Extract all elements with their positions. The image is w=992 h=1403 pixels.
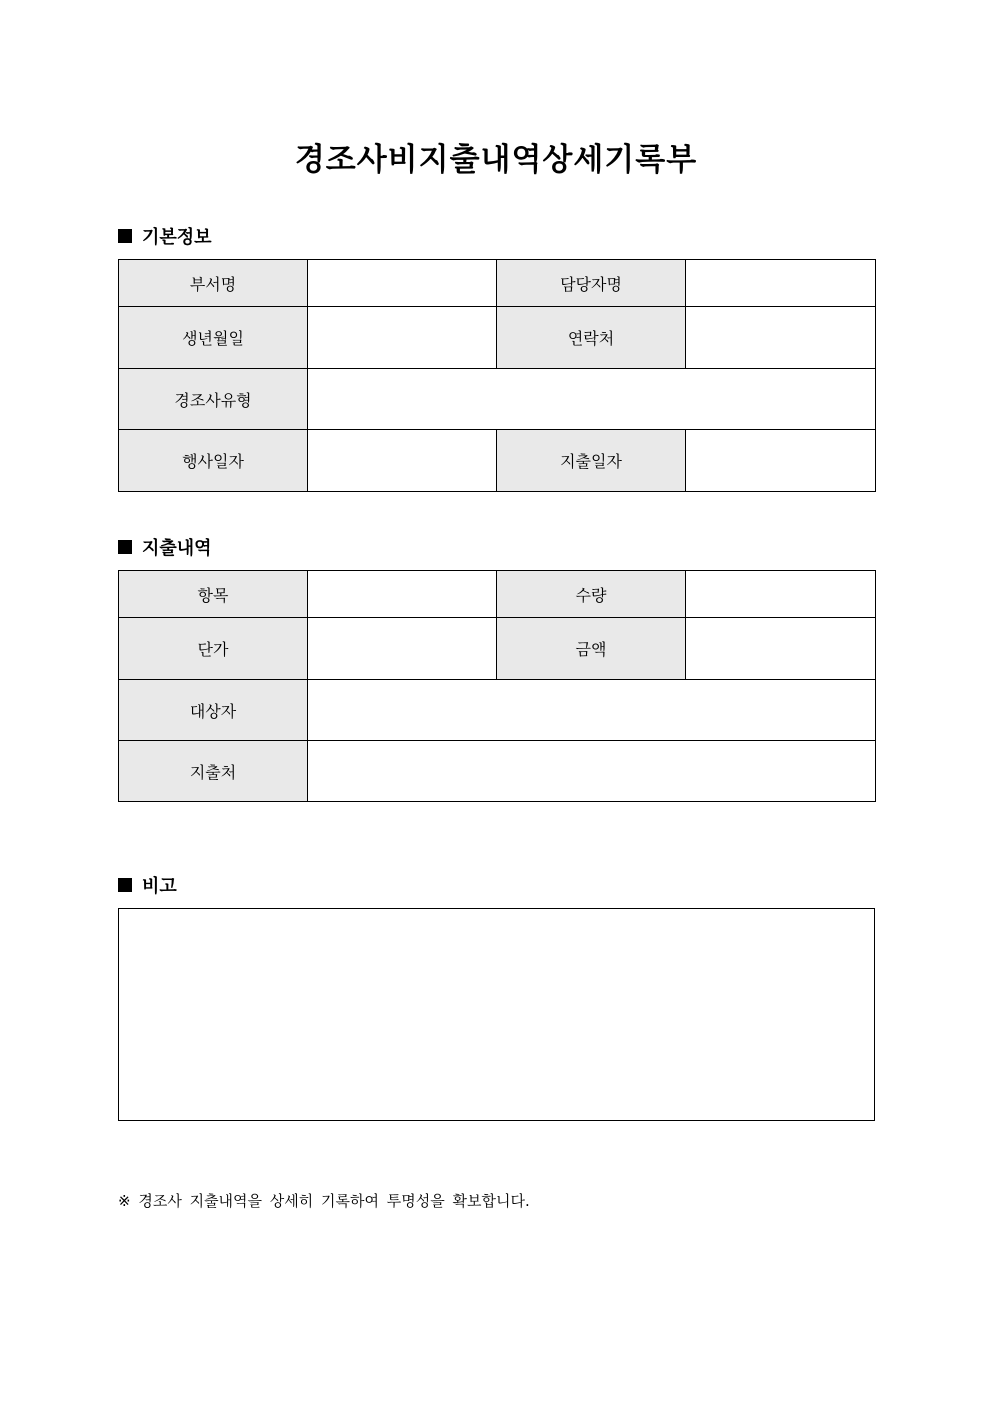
section-heading-label: 기본정보 (142, 227, 212, 248)
square-bullet-icon (118, 878, 132, 892)
basic-info-table (118, 259, 876, 492)
section-heading-label: 지출내역 (142, 538, 212, 559)
unit-price-field[interactable] (308, 618, 497, 680)
unit-price-label: 단가 (119, 618, 308, 680)
footnote: ※ 경조사 지출내역을 상세히 기록하여 투명성을 확보합니다. (118, 1192, 530, 1210)
recipient-field[interactable] (308, 680, 876, 741)
table-row (119, 680, 876, 741)
remarks-field[interactable] (118, 908, 875, 1121)
amount-field[interactable] (686, 618, 876, 680)
manager-field[interactable] (686, 260, 876, 307)
birth-date-label: 생년월일 (119, 307, 308, 369)
expense-details-table (118, 570, 876, 802)
section-heading-expense-details (118, 534, 212, 560)
table-row (119, 618, 876, 680)
quantity-label: 수량 (497, 571, 686, 618)
event-type-label: 경조사유형 (119, 369, 308, 430)
section-heading-remarks (118, 872, 177, 898)
table-row (119, 571, 876, 618)
square-bullet-icon (118, 540, 132, 554)
manager-label: 담당자명 (497, 260, 686, 307)
event-date-field[interactable] (308, 430, 497, 492)
expense-date-field[interactable] (686, 430, 876, 492)
page-title: 경조사비지출내역상세기록부 (294, 142, 698, 178)
table-row (119, 369, 876, 430)
birth-date-field[interactable] (308, 307, 497, 369)
section-heading-label: 비고 (142, 876, 177, 897)
item-field[interactable] (308, 571, 497, 618)
event-type-field[interactable] (308, 369, 876, 430)
recipient-label: 대상자 (119, 680, 308, 741)
square-bullet-icon (118, 229, 132, 243)
table-row (119, 741, 876, 802)
table-row (119, 260, 876, 307)
section-heading-basic-info (118, 223, 212, 249)
amount-label: 금액 (497, 618, 686, 680)
department-label: 부서명 (119, 260, 308, 307)
table-row (119, 307, 876, 369)
table-row (119, 430, 876, 492)
contact-field[interactable] (686, 307, 876, 369)
payee-field[interactable] (308, 741, 876, 802)
event-date-label: 행사일자 (119, 430, 308, 492)
quantity-field[interactable] (686, 571, 876, 618)
expense-date-label: 지출일자 (497, 430, 686, 492)
department-field[interactable] (308, 260, 497, 307)
contact-label: 연락처 (497, 307, 686, 369)
item-label: 항목 (119, 571, 308, 618)
payee-label: 지출처 (119, 741, 308, 802)
